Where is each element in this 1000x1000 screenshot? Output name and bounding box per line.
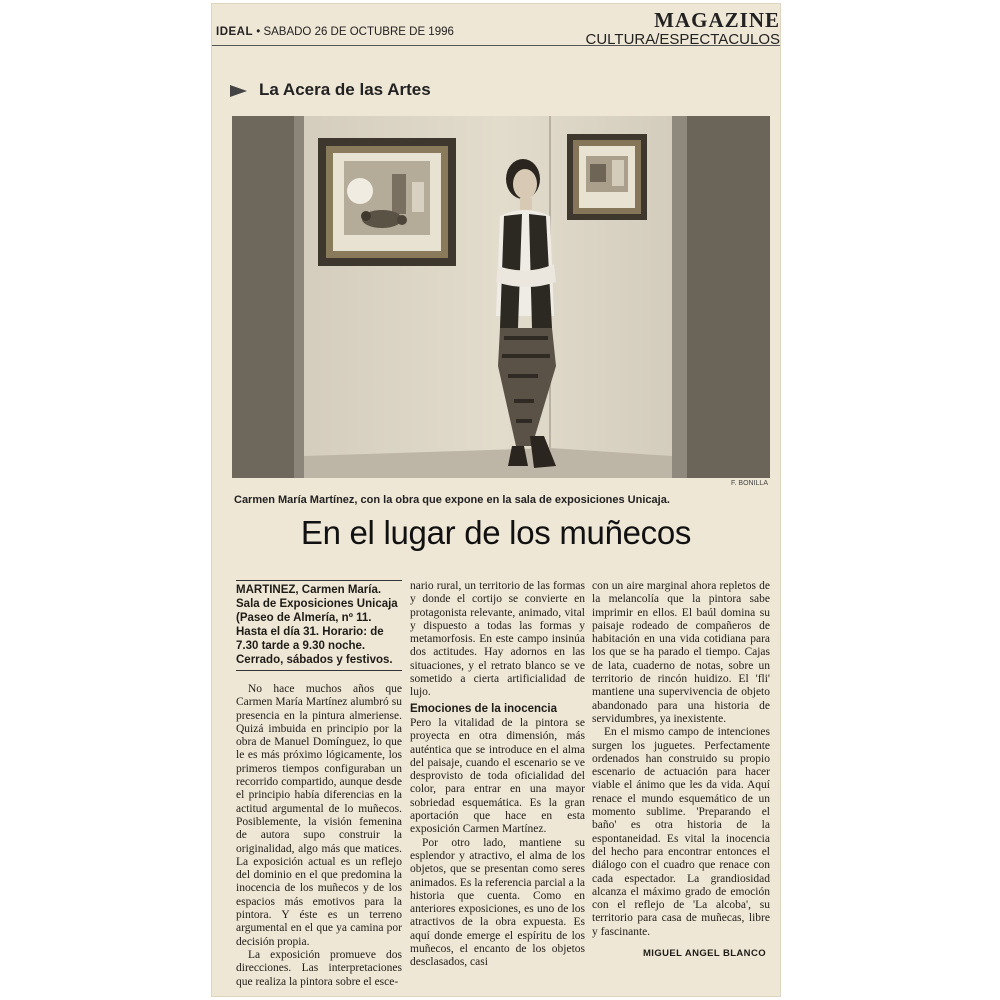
article-subhead: Emociones de la inocencia xyxy=(410,702,557,715)
newspaper-clipping xyxy=(212,4,780,996)
exhibition-info-box: MARTINEZ, Carmen María. Sala de Exposiciones Unicaja (Paseo de Almería, nº 11. Hasta el día 31. Horario: de 7.30 tarde a 9.30 noche. Cerrado, sábados y festivos. xyxy=(236,580,402,671)
section-title xyxy=(230,80,431,100)
column-3-paragraph-1: con un aire marginal ahora repletos de la melancolía que la pintora sabe imprimir en ellos. El baúl domina su paisaje rodeado de compañeros de habitación en una vida cotidiana para los que se ha parado el tiempo. Cajas de lata, cuaderno de notas, sobre un territorio de rincón huidizo. El 'fli' mantiene una supervivencia de objeto abandonado para una historia de servidumbres, ya inexistente. xyxy=(592,580,770,725)
magazine-label: MAGAZINE xyxy=(654,8,780,32)
article-column-2 xyxy=(410,580,585,970)
masthead-rule xyxy=(212,45,780,46)
column-2-paragraph-3: Por otro lado, mantiene su esplendor y atractivo, el alma de los objetos, que se presentan como seres animados. Es la referencia parcial a la historia que cuenta. Como en anteriores exposiciones, es uno de los atractivos de la obra expuesta. Es aquí donde emerge el espíritu de los muñecos, el encanto de los objetos desclasados, casi xyxy=(410,836,585,969)
column-3-paragraph-2: En el mismo campo de intenciones surgen los juguetes. Perfectamente ordenados han construido su propio escenario de actuación para hacer viable el ánimo que les da vida. Aquí renace el mundo esquemático de un momento sublime. 'Preparando el baño' es otra historia de la espontaneidad. Es vital la inocencia del hecho para encontrar entonces el diálogo con el cuadro que renace con cada espectador. La grandiosidad alcanza el máximo grado de emoción con el reflejo de 'La alcoba', su territorio para casa de muñecas, libre y fascinante. xyxy=(592,726,770,938)
publication-date: SABADO 26 DE OCTUBRE DE 1996 xyxy=(263,26,454,38)
column-1-paragraph-1: No hace muchos años que Carmen María Martínez alumbró su presencia en la pintura almeriense. Quizá imbuida en principio por la obra de Manuel Domínguez, lo que le es más próximo lógicamente, los primeros tiempos configuraban un recorrido compartido, aunque desde el principio había diferencias en la actitud argumental de lo muñecos. Posiblemente, la visión femenina de autora supo construir la originalidad, algo más que matices. La exposición actual es un reflejo del dominio en el que predomina la inocencia de los muñecos y de los espacios más emotivos para la pintora. Y éste es un terreno argumental en el que ya camina por decisión propia. xyxy=(236,683,402,948)
masthead-dateline xyxy=(216,26,454,38)
newspaper-name: IDEAL xyxy=(216,26,253,38)
section-title-text: La Acera de las Artes xyxy=(259,80,431,99)
article-column-1 xyxy=(236,580,402,989)
photo-illustration xyxy=(232,116,770,478)
photo-credit: F. BONILLA xyxy=(731,480,768,487)
article-column-3 xyxy=(592,580,770,960)
author-signature: MIGUEL ANGEL BLANCO xyxy=(642,948,766,960)
column-1-paragraph-2: La exposición promueve dos direcciones. Las interpretaciones que realiza la pintora sobre el esce- xyxy=(236,948,402,988)
section-label: CULTURA/ESPECTACULOS xyxy=(585,31,780,48)
gallery-photo xyxy=(232,116,770,478)
photo-caption: Carmen María Martínez, con la obra que expone en la sala de exposiciones Unicaja. xyxy=(234,494,670,506)
column-2-paragraph-2: Pero la vitalidad de la pintora se proyecta en otra dimensión, más auténtica que se introduce en el alma del paisaje, cuando el escenario se ve desprovisto de toda oficialidad del color, para entrar en una mayor sobriedad esquemática. Es la gran aportación que hace en esta exposición Carmen Martínez. xyxy=(410,716,585,836)
masthead-section xyxy=(586,8,780,48)
column-2-paragraph-1: nario rural, un territorio de las formas y donde el cortijo se convierte en protagonista relevante, animado, vital y dispuesto a todas las formas y metamorfosis. En este campo insinúa dos actitudes. Hay adornos en las situaciones, y el retrato blanco se ve sometido a cierta artificialidad de lujo. xyxy=(410,580,585,699)
triangle-bullet-icon xyxy=(230,85,247,97)
article-headline: En el lugar de los muñecos xyxy=(300,514,692,551)
masthead-bullet: • xyxy=(256,26,261,38)
